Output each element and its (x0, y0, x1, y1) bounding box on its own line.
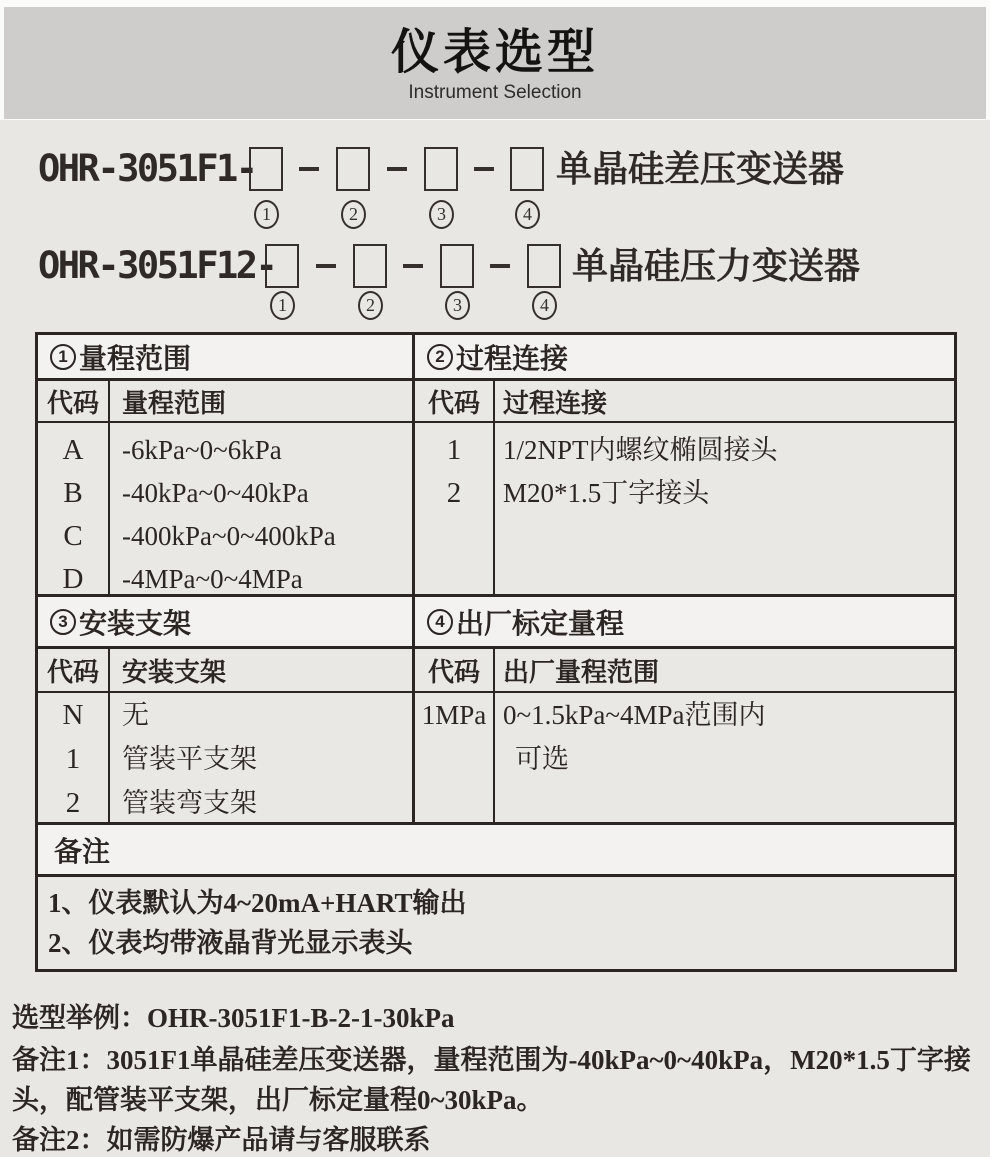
dash-separator (299, 167, 319, 171)
desc-cell: 管装平支架 (122, 744, 257, 774)
circled-number-icon: 2 (427, 344, 453, 370)
circled-number-4: 4 (532, 291, 557, 320)
column-header-code: 代码 (415, 649, 495, 691)
section-2-title: 过程连接 (456, 342, 569, 374)
column-header-code: 代码 (415, 381, 495, 421)
circled-number-2: 2 (341, 200, 366, 229)
model-name: 单晶硅差压变送器 (556, 148, 845, 189)
desc-cell: 1/2NPT内螺纹椭圆接头 (503, 435, 778, 465)
remarks-header: 备注 (38, 825, 954, 877)
circled-number-3: 3 (429, 200, 454, 229)
note2-label: 备注2： (12, 1125, 107, 1155)
circled-number-3: 3 (445, 291, 470, 320)
desc-cell: -6kPa~0~6kPa (122, 435, 282, 465)
remarks-body (38, 877, 954, 969)
column-header-desc: 安装支架 (110, 649, 415, 691)
section-3-header (38, 597, 415, 646)
section-4-header (415, 597, 954, 646)
desc-cell: 0~1.5kPa~4MPa范围内 (503, 700, 766, 730)
table-body-row-1-2 (38, 423, 954, 597)
code-cell: B (63, 477, 83, 509)
dash-separator (474, 167, 494, 171)
section-3-title: 安装支架 (79, 607, 192, 639)
model-slot-box-1 (265, 244, 299, 288)
column-header-code: 代码 (38, 649, 110, 691)
code-cell: C (63, 520, 83, 552)
section-4-title: 出厂标定量程 (456, 607, 625, 639)
page-subtitle: Instrument Selection (408, 82, 582, 103)
page-title: 仪表选型 (390, 26, 599, 79)
dash-separator (316, 264, 336, 268)
model-slot-box-2 (336, 147, 370, 191)
model-slot-box-4 (510, 147, 544, 191)
column-header-code: 代码 (38, 381, 110, 421)
selection-table (35, 332, 957, 972)
selection-example (12, 998, 978, 1038)
model-slot-box-3 (424, 147, 458, 191)
model-slot-box-3 (440, 244, 474, 288)
dash-separator (403, 264, 423, 268)
circled-number-1: 1 (254, 200, 279, 229)
model-slot-box-2 (353, 244, 387, 288)
circled-number-icon: 1 (50, 344, 76, 370)
example-value: OHR-3051F1-B-2-1-30kPa (147, 1003, 455, 1033)
section-3-descriptions (110, 693, 415, 822)
code-cell: D (62, 563, 84, 594)
desc-cell: -40kPa~0~40kPa (122, 478, 309, 508)
section-2-header (415, 335, 954, 378)
model-prefix: OHR-3051F1- (38, 147, 256, 190)
table-body-row-3-4 (38, 693, 954, 825)
section-1-descriptions (110, 423, 415, 594)
footer-note-2 (12, 1120, 978, 1157)
dash-separator (490, 264, 510, 268)
code-cell: N (62, 699, 84, 731)
desc-cell: 可选 (515, 744, 569, 774)
column-header-desc: 过程连接 (503, 388, 608, 418)
code-cell: A (62, 434, 84, 466)
code-cell: 2 (446, 477, 462, 509)
model-slot-box-1 (249, 147, 283, 191)
circled-number-2: 2 (358, 291, 383, 320)
section-2-descriptions (495, 423, 954, 594)
circled-number-icon: 4 (427, 609, 453, 635)
desc-cell: M20*1.5丁字接头 (503, 478, 710, 508)
banner (4, 7, 986, 119)
circled-number-icon: 3 (50, 609, 76, 635)
model-slot-box-4 (527, 244, 561, 288)
footer-note-1 (12, 1040, 978, 1120)
desc-cell: -4MPa~0~4MPa (122, 564, 303, 594)
section-1-codes (38, 423, 110, 594)
section-4-descriptions (495, 693, 954, 822)
model-name: 单晶硅压力变送器 (572, 245, 861, 286)
column-header-desc: 出厂量程范围 (503, 657, 660, 687)
code-cell: 2 (65, 787, 81, 819)
desc-cell: 无 (122, 700, 149, 730)
note1-text: 3051F1单晶硅差压变送器，量程范围为-40kPa~0~40kPa，M20*1.5丁字接头，配管装平支架，出厂标定量程0~30kPa。 (12, 1045, 971, 1115)
section-1-title: 量程范围 (79, 342, 192, 374)
remark-item: 1、仪表默认为4~20mA+HART输出 (48, 888, 467, 918)
remark-item: 2、仪表均带液晶背光显示表头 (48, 928, 413, 958)
column-header-desc: 量程范围 (110, 381, 415, 421)
section-2-codes (415, 423, 495, 594)
note1-label: 备注1： (12, 1045, 107, 1075)
section-1-header (38, 335, 415, 378)
circled-number-4: 4 (515, 200, 540, 229)
desc-cell: -400kPa~0~400kPa (122, 521, 336, 551)
dash-separator (387, 167, 407, 171)
section-header-row-1-2 (38, 335, 954, 381)
example-label: 选型举例： (12, 1003, 147, 1033)
section-4-codes (415, 693, 495, 822)
banner-strip (0, 0, 990, 120)
circled-number-1: 1 (270, 291, 295, 320)
model-prefix: OHR-3051F12- (38, 244, 276, 287)
column-header-row-3-4 (38, 649, 954, 693)
code-cell: 1 (65, 743, 81, 775)
note2-text: 如需防爆产品请与客服联系 (106, 1125, 431, 1155)
desc-cell: 管装弯支架 (122, 788, 257, 818)
code-cell: 1MPa (421, 700, 487, 730)
code-cell: 1 (446, 434, 462, 466)
section-3-codes (38, 693, 110, 822)
footer-notes (12, 998, 978, 1157)
section-header-row-3-4 (38, 597, 954, 649)
column-header-row-1-2 (38, 381, 954, 423)
